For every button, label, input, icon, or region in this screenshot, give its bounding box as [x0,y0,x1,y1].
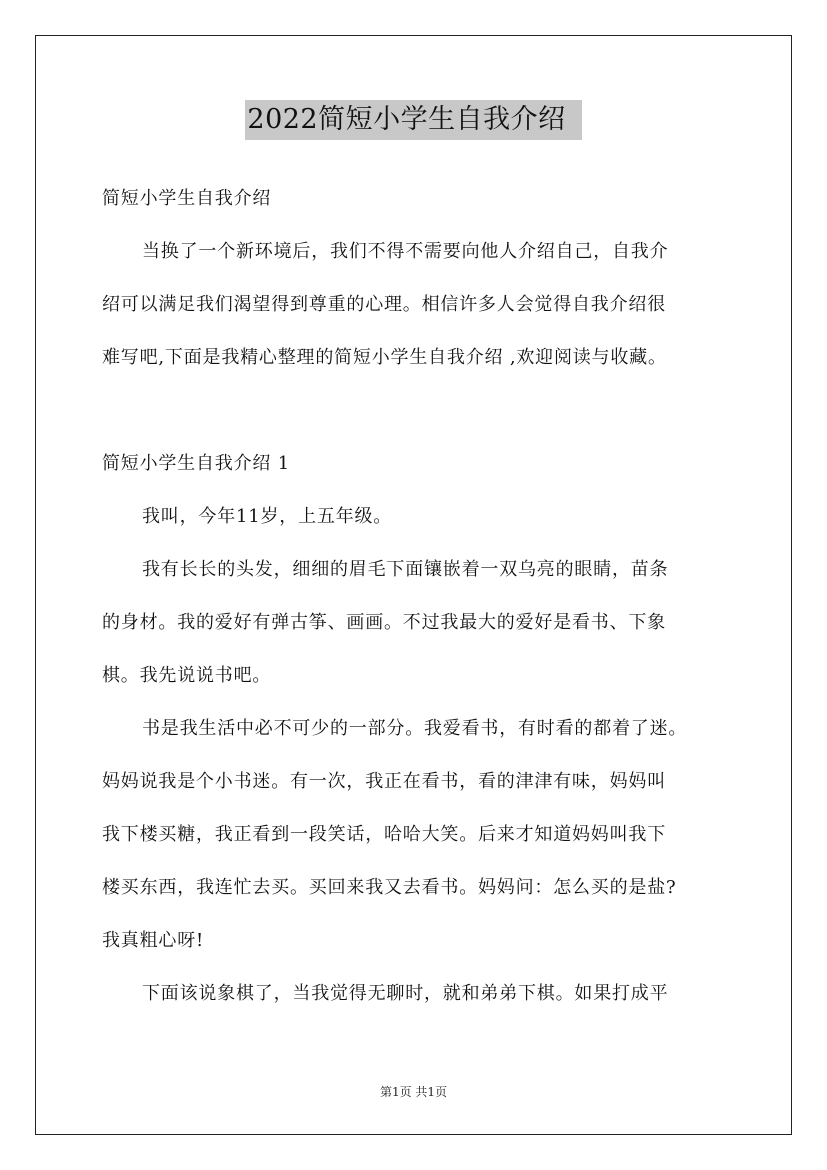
intro-line: 难写吧,下面是我精心整理的简短小学生自我介绍 ,欢迎阅读与收藏。 [102,347,667,368]
intro-line: 绍可以满足我们渴望得到尊重的心理。相信许多人会觉得自我介绍很 [102,294,666,315]
document-body [102,172,732,1020]
paragraph-line: 的身材。我的爱好有弹古筝、画画。不过我最大的爱好是看书、下象 [102,612,666,633]
page-number: 第1页 共1页 [379,1085,448,1099]
intro-line: 当换了一个新环境后，我们不得不需要向他人介绍自己，自我介 [142,241,669,262]
paragraph-line: 我有长长的头发，细细的眉毛下面镶嵌着一双乌亮的眼睛，苗条 [142,559,669,580]
section-heading: 简短小学生自我介绍 1 [102,453,290,474]
paragraph-line: 下面该说象棋了，当我觉得无聊时，就和弟弟下棋。如果打成平 [142,983,669,1004]
paragraph-line: 棋。我先说说书吧。 [102,665,272,686]
subtitle: 简短小学生自我介绍 [102,188,272,209]
paragraph-line: 书是我生活中必不可少的一部分。我爱看书，有时看的都着了迷。 [142,718,688,739]
paragraph-line: 我真粗心呀! [102,930,205,951]
paragraph-line: 我叫，今年11岁，上五年级。 [142,506,393,527]
spacer [102,384,732,437]
paragraph-line: 我下楼买糖，我正看到一段笑话，哈哈大笑。后来才知道妈妈叫我下 [102,824,666,845]
paragraph-line: 妈妈说我是个小书迷。有一次，我正在看书，看的津津有味，妈妈叫 [102,771,666,792]
paragraph-line: 楼买东西，我连忙去买。买回来我又去看书。妈妈问：怎么买的是盐? [102,877,677,898]
title-wrap [0,100,827,140]
document-title: 2022简短小学生自我介绍 [245,100,581,140]
